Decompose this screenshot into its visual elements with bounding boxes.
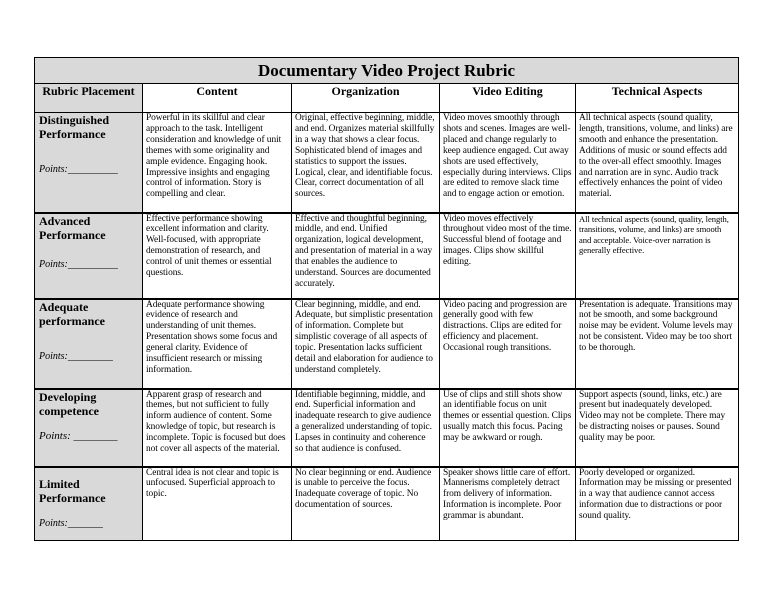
technical-cell: All technical aspects (sound quality, length, transitions, volume, and links) are smooth and enhance the presentation. Additions of music or sound effects add to the over-all effect smoothly. Images and narration are in sync. Audio track effectively enhances the point of video material. xyxy=(576,113,739,213)
organization-cell: Identifiable beginning, middle, and end. Superficial information and inadequate research to give audience a generalized understanding of topic. Lapses in continuity and coherence so that audience is confused. xyxy=(292,389,440,467)
video-editing-cell: Video pacing and progression are generally good with few distractions. Clips are edited for efficiency and placement. Occasional rough transitions. xyxy=(440,299,576,389)
table-row xyxy=(35,467,739,541)
points-field: Points:__________ xyxy=(39,258,118,270)
content-cell: Apparent grasp of research and themes, but not sufficient to fully inform audience of content. Some knowledge of topic, but research is incomplete. Topic is focused but does not cover all aspects of the material. xyxy=(143,389,292,467)
table-row xyxy=(35,389,739,467)
video-editing-cell: Use of clips and still shots show an identifiable focus on unit themes or essential question. Clips usually match this focus. Pacing may be awkward or rough. xyxy=(440,389,576,467)
organization-cell: Clear beginning, middle, and end. Adequate, but simplistic presentation of information. Complete but simplistic coverage of all aspects of topic. Presentation lacks sufficient detail and elaboration for audience to understand completely. xyxy=(292,299,440,389)
table-row xyxy=(35,299,739,389)
row-header xyxy=(35,467,143,541)
organization-cell: Original, effective beginning, middle, and end. Organizes material skillfully in a way that shows a clear focus. Sophisticated blend of images and statistics to support the issues. Logical, clear, and identifiable focus. Clear, correct documentation of all sources. xyxy=(292,113,440,213)
video-editing-cell: Speaker shows little care of effort. Mannerisms completely detract from delivery of information. Information is incomplete. Poor grammar is abundant. xyxy=(440,467,576,541)
points-field: Points:__________ xyxy=(39,164,118,175)
technical-cell: Presentation is adequate. Transitions may not be smooth, and some background noise may be evident. Volume levels may not be consistent. Video may be too short to be thorough. xyxy=(576,299,739,389)
row-header xyxy=(35,113,143,213)
level-label: Distinguished Performance xyxy=(39,113,110,141)
content-cell: Powerful in its skillful and clear approach to the task. Intelligent consideration and knowledge of unit themes with some originality and ample evidence. Engaging hook. Impressive insights and engaging control of information. Story is compelling and clear. xyxy=(143,113,292,213)
header-video-editing: Video Editing xyxy=(440,84,576,113)
organization-cell: No clear beginning or end. Audience is unable to perceive the focus. Inadequate coverage of topic. No documentation of sources. xyxy=(292,467,440,541)
row-header xyxy=(35,213,143,299)
organization-cell: Effective and thoughtful beginning, middle, and end. Unified organization, logical development, and presentation of material in a way that enables the audience to understand. Sources are documented accurately. xyxy=(292,213,440,299)
content-cell: Adequate performance showing evidence of research and understanding of unit themes. Presentation shows some focus and general clarity. Evidence of insufficient research or missing information. xyxy=(143,299,292,389)
header-rubric-placement: Rubric Placement xyxy=(35,84,143,113)
header-organization: Organization xyxy=(292,84,440,113)
technical-cell: Support aspects (sound, links, etc.) are present but inadequately developed. Video may not be complete. There may be distracting noises or pauses. Sound quality may be poor. xyxy=(576,389,739,467)
level-label: Limited Performance xyxy=(39,476,106,505)
rubric-table xyxy=(34,57,739,541)
video-editing-cell: Video moves effectively throughout video most of the time. Successful blend of footage and images. Clips show skillful editing. xyxy=(440,213,576,299)
title-row xyxy=(35,58,739,84)
header-row xyxy=(35,84,739,113)
video-editing-cell: Video moves smoothly through shots and scenes. Images are well-placed and change regularly to keep audience engaged. Cut away shots are used effectively, especially during interviews. Clips are edited to remove slack time and to engage action or emotion. xyxy=(440,113,576,213)
points-field: Points: ________ xyxy=(39,429,118,442)
header-content: Content xyxy=(143,84,292,113)
technical-cell: Poorly developed or organized. Information may be missing or presented in a way that audience cannot access information due to distractions or poor sound quality. xyxy=(576,467,739,541)
header-technical-aspects: Technical Aspects xyxy=(576,84,739,113)
level-label: Adequate performance xyxy=(39,299,105,328)
row-header xyxy=(35,389,143,467)
row-header xyxy=(35,299,143,389)
points-field: Points:_________ xyxy=(39,350,113,362)
level-label: Developing competence xyxy=(39,389,99,418)
content-cell: Central idea is not clear and topic is unfocused. Superficial approach to topic. xyxy=(143,467,292,541)
table-row xyxy=(35,213,739,299)
level-label: Advanced Performance xyxy=(39,213,106,242)
content-cell: Effective performance showing excellent information and clarity. Well-focused, with appropriate demonstration of research, and control of unit themes or essential questions. xyxy=(143,213,292,299)
rubric-sheet xyxy=(34,57,738,541)
points-field: Points:_______ xyxy=(39,517,103,529)
rubric-title: Documentary Video Project Rubric xyxy=(35,58,739,84)
table-row xyxy=(35,113,739,213)
technical-cell: All technical aspects (sound, quality, length, transitions, volume, and links) are smooth and acceptable. Voice-over narration is generally effective. xyxy=(576,213,739,299)
